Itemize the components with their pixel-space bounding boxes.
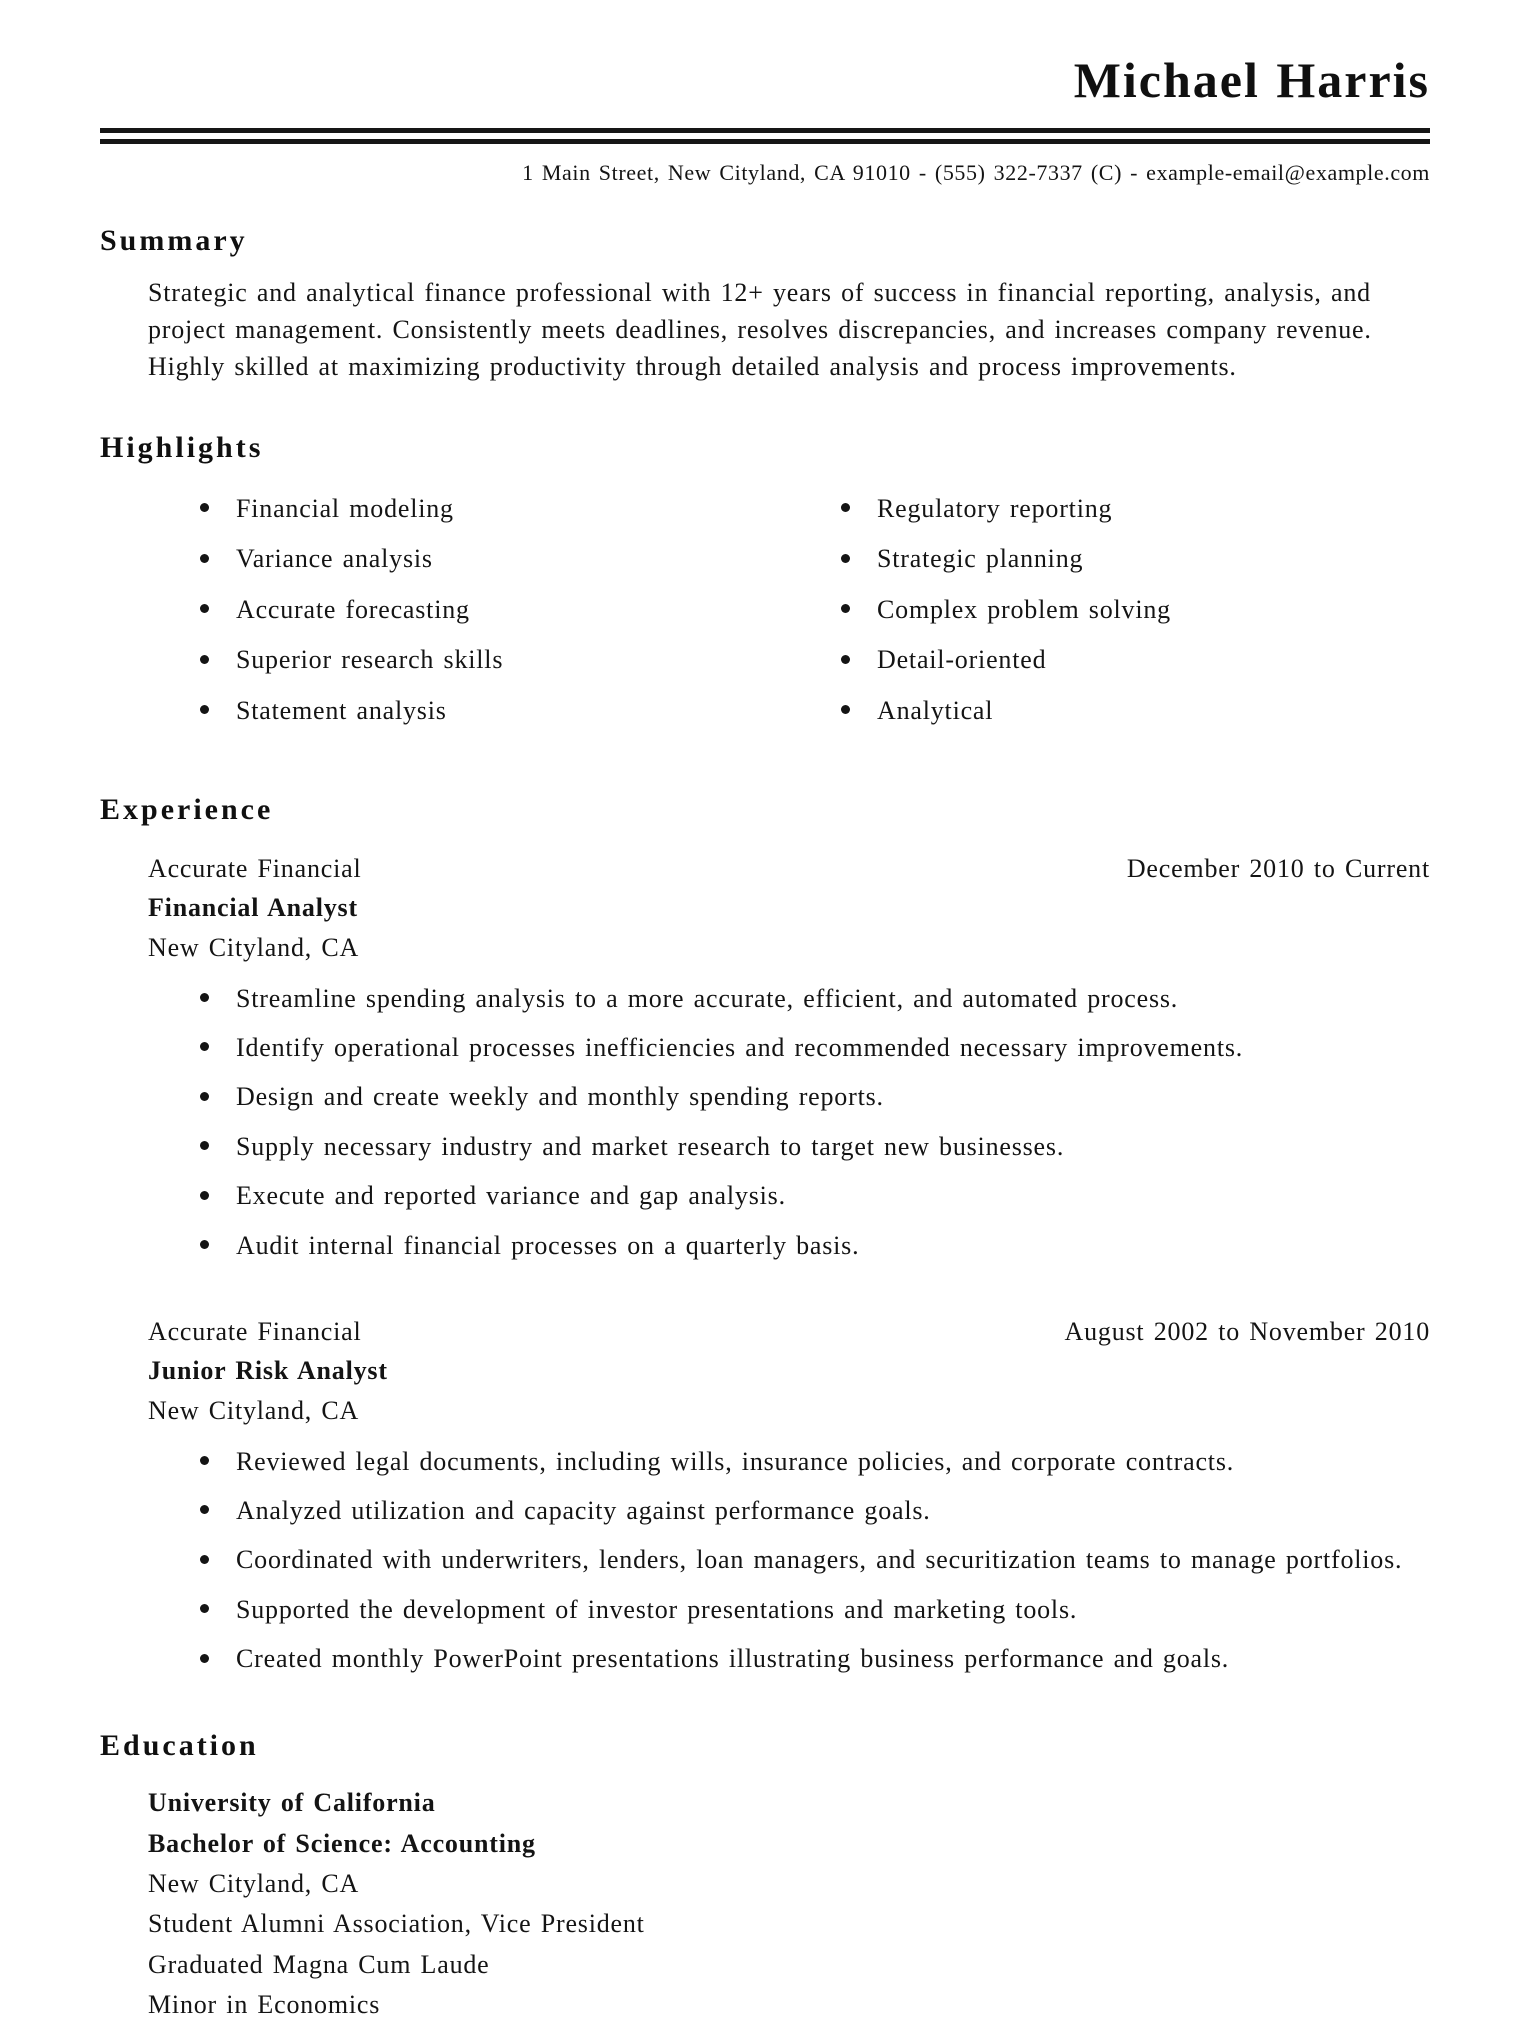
education-degree-separator: : — [383, 1828, 401, 1858]
highlight-item: Accurate forecasting — [200, 592, 789, 628]
education-degree-line — [148, 1824, 1430, 1864]
job-dates: December 2010 to Current — [1126, 853, 1430, 883]
education-location: New Cityland, CA — [148, 1869, 360, 1899]
highlight-item: Regulatory reporting — [841, 491, 1430, 527]
highlight-item: Detail-oriented — [841, 642, 1430, 678]
section-education — [100, 1729, 1430, 2025]
section-experience — [100, 793, 1430, 1677]
job-bullet-list — [148, 1444, 1430, 1678]
experience-title: Experience — [100, 792, 274, 826]
job-role: Financial Analyst — [148, 892, 358, 922]
job-bullet: Created monthly PowerPoint presentations illustrating business performance and goals. — [200, 1641, 1430, 1677]
highlight-item: Variance analysis — [200, 541, 789, 577]
highlight-item: Strategic planning — [841, 541, 1430, 577]
education-title: Education — [100, 1729, 259, 1763]
education-field: Accounting — [400, 1828, 536, 1858]
education-entry — [148, 1783, 1430, 2025]
job-company: Accurate Financial — [148, 853, 362, 883]
highlights-title: Highlights — [100, 431, 264, 465]
job-bullet: Analyzed utilization and capacity against performance goals. — [200, 1493, 1430, 1529]
highlight-item: Analytical — [841, 693, 1430, 729]
job-bullet: Design and create weekly and monthly spending reports. — [200, 1079, 1430, 1115]
job-bullet: Supply necessary industry and market research to target new businesses. — [200, 1129, 1430, 1165]
job-bullet-list — [148, 981, 1430, 1264]
job-bullet: Execute and reported variance and gap analysis. — [200, 1178, 1430, 1214]
job-bullet: Reviewed legal documents, including wills, insurance policies, and corporate contracts. — [200, 1444, 1430, 1480]
job-location: New Cityland, CA — [148, 1396, 360, 1426]
highlights-right-column — [789, 491, 1430, 743]
job-header — [148, 1312, 1430, 1351]
section-highlights — [100, 431, 1430, 743]
section-summary — [100, 224, 1430, 386]
education-detail: Graduated Magna Cum Laude — [148, 1949, 490, 1979]
job-bullet: Coordinated with underwriters, lenders, loan managers, and securitization teams to manage portfolios. — [200, 1542, 1430, 1578]
job-header — [148, 849, 1430, 888]
summary-title: Summary — [100, 223, 248, 257]
job-entry — [148, 1312, 1430, 1678]
job-location: New Cityland, CA — [148, 933, 360, 963]
person-name: Michael Harris — [1073, 52, 1430, 108]
job-bullet: Supported the development of investor presentations and marketing tools. — [200, 1592, 1430, 1628]
highlights-columns — [148, 491, 1430, 743]
job-bullet: Identify operational processes inefficiencies and recommended necessary improvements. — [200, 1030, 1430, 1066]
summary-text: Strategic and analytical finance professional with 12+ years of success in financial reporting, analysis, and project management. Consistently meets deadlines, resolves discrepancies, and increases company revenue. Highly skilled at maximizing productivity through detailed analysis and process improvements. — [148, 277, 1372, 381]
resume-header — [100, 52, 1430, 186]
highlight-item: Statement analysis — [200, 693, 789, 729]
highlight-item: Complex problem solving — [841, 592, 1430, 628]
education-degree: Bachelor of Science — [148, 1828, 384, 1858]
job-role: Junior Risk Analyst — [148, 1355, 388, 1385]
education-detail: Minor in Economics — [148, 1989, 381, 2019]
job-bullet: Streamline spending analysis to a more accurate, efficient, and automated process. — [200, 981, 1430, 1017]
education-detail: Student Alumni Association, Vice President — [148, 1909, 645, 1939]
highlight-item: Superior research skills — [200, 642, 789, 678]
job-entry — [148, 849, 1430, 1264]
job-company: Accurate Financial — [148, 1316, 362, 1346]
education-school: University of California — [148, 1788, 436, 1818]
job-dates: August 2002 to November 2010 — [1064, 1316, 1430, 1346]
header-divider — [100, 128, 1430, 144]
highlights-left-column — [148, 491, 789, 743]
highlight-item: Financial modeling — [200, 491, 789, 527]
job-bullet: Audit internal financial processes on a quarterly basis. — [200, 1228, 1430, 1264]
contact-info: 1 Main Street, New Cityland, CA 91010 - (555) 322-7337 (C) - example-email@example.com — [522, 159, 1430, 185]
